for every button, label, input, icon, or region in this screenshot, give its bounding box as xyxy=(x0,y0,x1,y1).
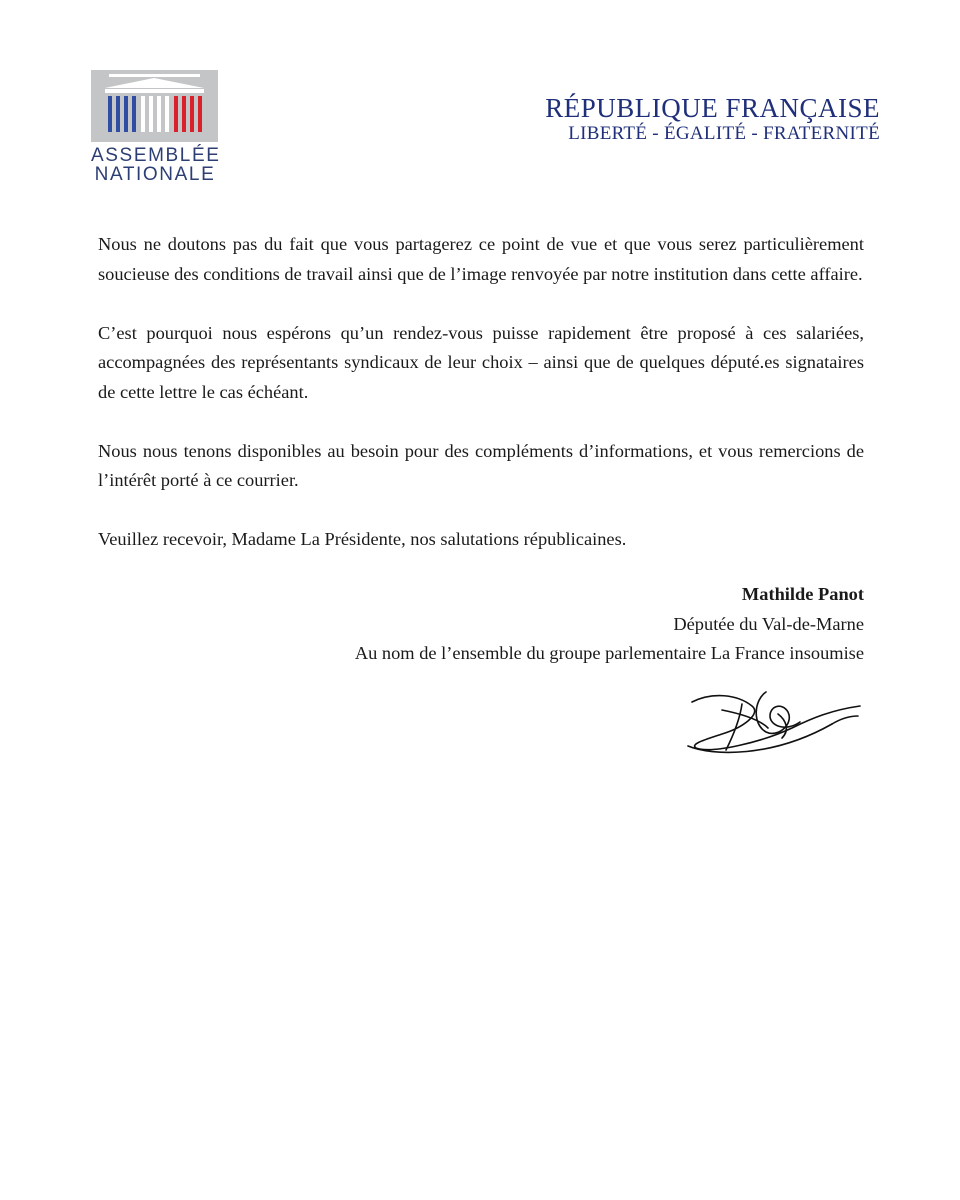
signatory-name: Mathilde Panot xyxy=(741,584,864,604)
signatory-group: Au nom de l’ensemble du groupe parlementaire La France insoumise xyxy=(354,643,864,663)
logo-line-1: ASSEMBLÉE xyxy=(91,145,221,166)
paragraph: C’est pourquoi nous espérons qu’un rendez-vous puisse rapidement être proposé à ces salariées, accompagnées des représentants syndicaux de leur choix – ainsi que de quelques député.es signataires de cette lettre le cas échéant. xyxy=(98,322,864,402)
handwritten-signature-icon xyxy=(682,684,866,760)
paragraph: Nous nous tenons disponibles au besoin pour des compléments d’informations, et vous remercions de l’intérêt porté à ce courrier. xyxy=(98,440,864,490)
closing-formula: Veuillez recevoir, Madame La Présidente, nos salutations républicaines. xyxy=(98,529,627,549)
signatory-title: Députée du Val-de-Marne xyxy=(673,613,864,634)
logo-line-2: NATIONALE xyxy=(94,164,216,185)
letter-body xyxy=(98,230,864,555)
paragraph: Nous ne doutons pas du fait que vous partagerez ce point de vue et que vous serez particulièrement soucieuse des conditions de travail ainsi que de l’image renvoyée par notre institution dans cette affaire. xyxy=(98,234,864,284)
logo-wordmark xyxy=(91,146,219,184)
signatory-block xyxy=(355,580,864,669)
assemblee-nationale-logo xyxy=(91,70,219,184)
republique-francaise: RÉPUBLIQUE FRANÇAISE xyxy=(545,93,880,123)
hemicycle-emblem-icon xyxy=(91,70,218,142)
motto: LIBERTÉ - ÉGALITÉ - FRATERNITÉ xyxy=(568,123,880,144)
republic-header xyxy=(545,93,880,145)
